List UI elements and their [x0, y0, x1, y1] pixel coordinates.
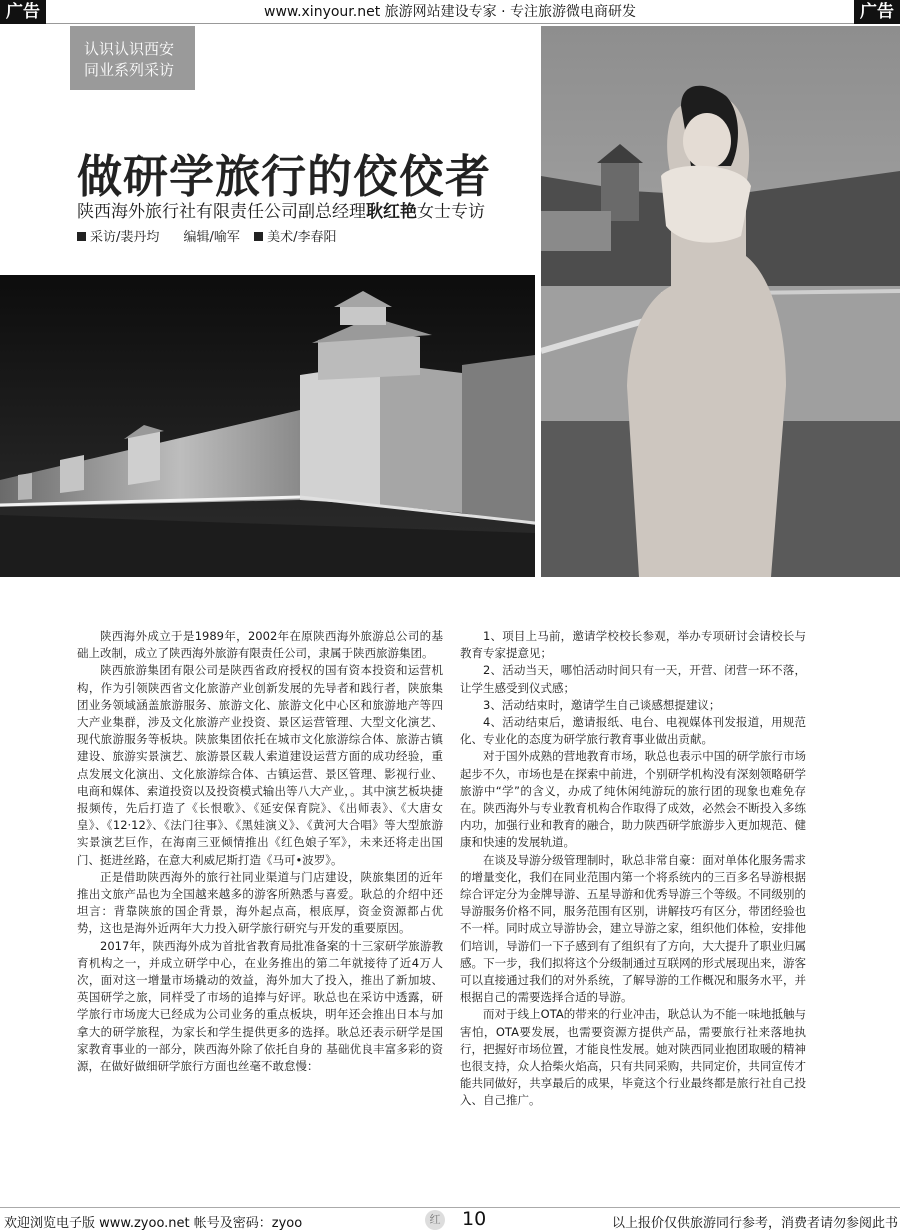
top-banner	[0, 0, 900, 24]
list-item: 4、活动结束后，邀请报纸、电台、电视媒体刊发报道，用规范化、专业化的态度为研学旅行教育事业做出贡献。	[460, 715, 806, 747]
paragraph: 正是借助陕西海外的旅行社同业渠道与门店建设，陕旅集团的近年推出文旅产品也为全国越来越多的游客所熟悉与喜爱。耿总的介绍中还坦言：背靠陕旅的国企背景，海外起点高，根底厚，资金资源都占优势，这也是海外近两年大力投入研学旅行研究与开发的重要原因。	[77, 869, 443, 936]
page-badge-icon: 红	[425, 1210, 445, 1230]
list-item: 3、活动结束时，邀请学生自己谈感想提建议；	[483, 697, 721, 712]
portrait-photo	[541, 26, 900, 577]
credit-art: 美术/李春阳	[267, 230, 337, 245]
article-title: 做研学旅行的佼佼者	[77, 150, 492, 203]
credit-editor: 编辑/喻军	[183, 230, 240, 245]
footer-ebook-info: 欢迎浏览电子版 www.zyoo.net 帐号及密码：zyoo	[4, 1216, 303, 1230]
paragraph: 在谈及导游分级管理制时，耿总非常自豪：面对单体化服务需求的增量变化，我们在同业范围内第一个将系统内的三百多名导游根据综合评定分为金牌导游、五星导游和优秀导游三个等级。不同级别的导游服务价格不同，服务范围有区别，讲解技巧有区分，带团经验也不一样。同时成立导游协会，建立导游之家，组织他们体检，安排他们培训，导游们一下子感到有了组织有了方向，大大提升了职业归属感。下一步，我们拟将这个分级制通过互联网的形式展现出来，游客可以直接通过我们的对外系统，了解导游的工作概况和服务水平，并根据自己的需要选择合适的导游。	[460, 852, 806, 1005]
paragraph: 陕西海外成立于是1989年，2002年在原陕西海外旅游总公司的基础上改制，成立了陕西海外旅游有限责任公司，隶属于陕西旅游集团。	[77, 629, 443, 661]
ad-tag-right: 广告	[854, 0, 900, 24]
paragraph: 而对于线上OTA的带来的行业冲击，耿总认为不能一味地抵触与害怕，OTA要发展，也需要资源方提供产品，需要旅行社来落地执行，把握好市场位置，才能良性发展。她对陕西同业抱团取暖的精神也很支持，众人拾柴火焰高，只有共同采购，共同定价，共同宣传才能共同做好，共享最后的成果，毕竟这个行业最终都是旅行社自己投入、自己推广。	[460, 1007, 806, 1108]
subtitle-name: 耿红艳	[366, 202, 417, 222]
article-subtitle	[77, 197, 485, 222]
page-footer	[0, 1207, 900, 1230]
article-body-right	[460, 628, 806, 1110]
subtitle-prefix: 陕西海外旅行社有限责任公司副总经理	[77, 202, 366, 222]
square-bullet-icon	[254, 232, 263, 241]
paragraph: 2017年，陕西海外成为首批省教育局批准备案的十三家研学旅游教育机构之一，并成立研学中心，在业务推出的第二年就接待了近4万人次，面对这一增量市场撬动的效益，海外加大了投入，推出了新加坡、英国研学之旅，同样受了市场的追捧与好评。耿总也在采访中透露，研学旅行市场庞大已经成为公司业务的重点板块，明年还会推出日本与加拿大的研学旅程，为家长和学生提供更多的选择。耿总还表示研学是国家教育事业的一部分，陕西海外除了依托自身的 基础优良丰富多彩的资源，在做好做细研学旅行方面也丝毫不敢怠慢：	[77, 938, 443, 1074]
list-item: 2、活动当天，哪怕活动时间只有一天，开营、闭营一环不落，让学生感受到仪式感；	[460, 663, 806, 695]
series-line-1: 认识认识西安	[84, 40, 175, 58]
series-label	[70, 26, 195, 90]
square-bullet-icon	[77, 232, 86, 241]
footer-disclaimer: 以上报价仅供旅游同行参考，消费者请勿参阅此书	[611, 1216, 898, 1230]
credit-interviewer: 采访/裴丹均	[90, 230, 160, 245]
paragraph: 陕西旅游集团有限公司是陕西省政府授权的国有资本投资和运营机构，作为引领陕西省文化旅游产业创新发展的先导者和践行者，陕旅集团业务领域涵盖旅游服务、旅游文化、旅游文化中心区和旅游地产等四大产业集群，涉及文化旅游产业投资、景区运营管理、大型文化演艺、现代旅游服务等板块。陕旅集团依托在城市文化旅游综合体、旅游古镇建设、旅游实景演艺、旅游景区载人索道建设运营方面的成功经验，重点发展文化演出、文化旅游综合体、古镇运营、景区管理、影视行业、电商和媒体、索道投资以及投资模式输出等八大产业，。其中演艺板块捷报频传，先后打造了《长恨歌》、《延安保育院》、《出师表》、《大唐女皇》、《12·12》、《法门往事》、《黑娃演义》、《黄河大合唱》等大型旅游实景演艺巨作，在海南三亚倾情推出《红色娘子军》，未来还将走出国门、挺进丝路，在意大利威尼斯打造《马可•波罗》。	[77, 663, 443, 867]
series-line-2: 同业系列采访	[84, 61, 175, 79]
city-wall-photo	[0, 275, 535, 577]
list-item: 1、项目上马前，邀请学校校长参观，举办专项研讨会请校长与教育专家提意见；	[460, 629, 806, 661]
top-url-line: www.xinyour.net 旅游网站建设专家 · 专注旅游微电商研发	[264, 4, 636, 20]
article-credits	[77, 226, 356, 245]
page-number: 10	[462, 1208, 487, 1230]
ad-tag-left: 广告	[0, 0, 46, 24]
article-body-left	[77, 628, 443, 1075]
paragraph: 对于国外成熟的营地教育市场，耿总也表示中国的研学旅行市场起步不久，市场也是在探索中前进，个别研学机构没有深刻领略研学旅游中“学”的含义，办成了纯休闲纯游玩的旅行团的现象也难免存在。陕西海外与专业教育机构合作取得了成效，必然会不断投入多练内功，加强行业和教育的融合，助力陕西研学旅游步入更加规范、健康和快速的发展轨道。	[460, 749, 806, 850]
subtitle-suffix: 女士专访	[417, 202, 485, 222]
